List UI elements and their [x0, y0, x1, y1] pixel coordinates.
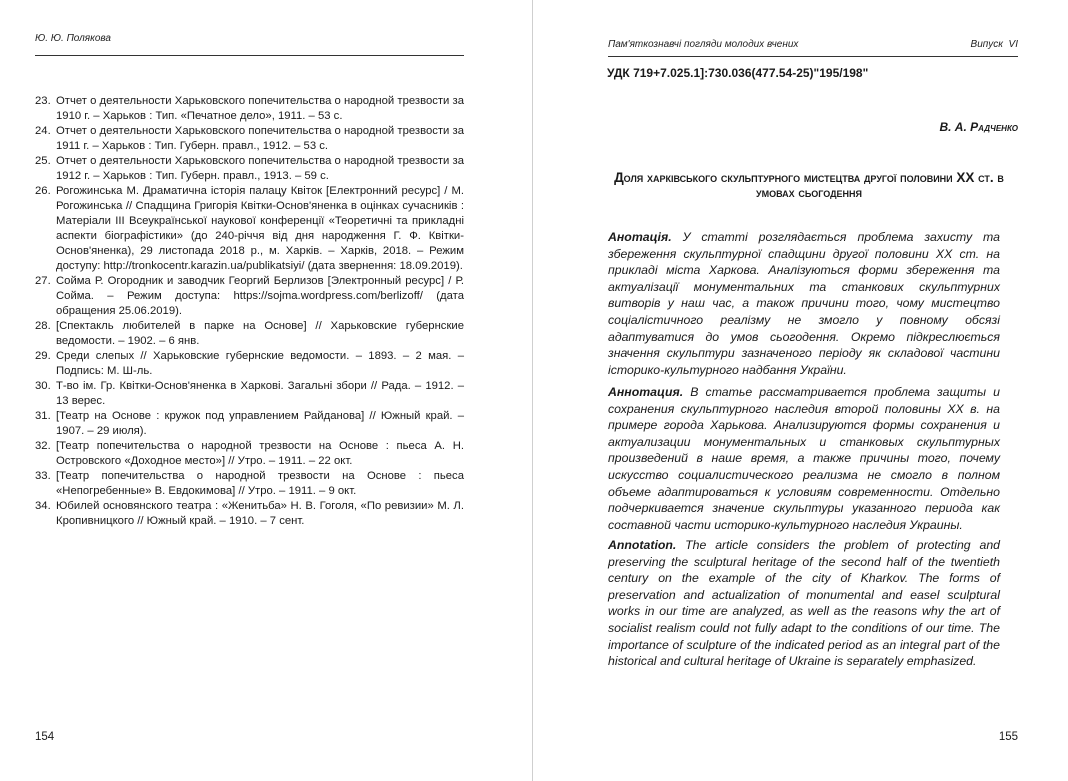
reference-text: [Театр на Основе : кружок под управлением Райданова] // Южный край. – 1907. – 29 июля).	[56, 410, 464, 437]
reference-number: 27.	[35, 275, 51, 287]
reference-item	[35, 499, 464, 529]
reference-text: Сойма Р. Огородник и заводчик Георгий Берлизов [Электронный ресурс] / Р. Сойма. – Режим доступа: https://sojma.wordpress.com/berlizoff/ (дата обращения 25.06.2019).	[56, 275, 464, 317]
reference-number: 25.	[35, 155, 51, 167]
abstract-russian	[608, 384, 1000, 533]
reference-number: 30.	[35, 380, 51, 392]
reference-number: 26.	[35, 185, 51, 197]
reference-number: 33.	[35, 470, 51, 482]
left-page	[0, 0, 533, 781]
reference-text: Юбилей основянского театра : «Женитьба» Н. В. Гоголя, «По ревизии» М. Л. Кропивницкого // Южный край. – 1910. – 7 сент.	[56, 500, 464, 527]
reference-number: 31.	[35, 410, 51, 422]
udk-code: УДК 719+7.025.1]:730.036(477.54-25)"195/198"	[607, 66, 869, 80]
reference-item	[35, 184, 464, 274]
reference-text: Отчет о деятельности Харьковского попечительства о народной трезвости за 1912 г. – Харьков : Тип. Губерн. правл., 1913. – 59 с.	[56, 155, 464, 182]
page-number: 154	[35, 731, 55, 743]
abstract-text: У статті розглядається проблема захисту та збереження скульптурної спадщини другої половини XX ст. на прикладі міста Харкова. Аналізуються форми збереження та актуалізації монументальних та станкових скульптурних витворів у наш час, а також причини того, чому мистецтво соціалістичного реалізму не змогло у повному обсязі адаптуватися до умов сьогодення. Окремо підкреслюється значення скульптури зазначеного періоду як складової частини історико-культурного надбання України.	[608, 230, 1000, 377]
reference-item	[35, 274, 464, 319]
abstract-text: The article considers the problem of protecting and preserving the sculptural heritage of the second half of the twentieth century on the example of the city of Kharkov. The forms of preservation and actualization of monumental and easel sculptural works in our time are analyzed, as well as the reasons why the art of socialist realism could not fully adapt to the conditions of our time. The importance of sculpture of the indicated period as an integral part of the historical and cultural heritage of Ukraine is separately emphasized.	[608, 538, 1000, 669]
abstract-label: Аннотация.	[608, 385, 684, 399]
running-head-journal: Пам'яткознавчі погляди молодих вчених	[608, 39, 799, 50]
header-rule	[608, 56, 1018, 57]
reference-item	[35, 409, 464, 439]
reference-number: 29.	[35, 350, 51, 362]
reference-text: Отчет о деятельности Харьковского попечительства о народной трезвости за 1910 г. – Харьков : Тип. «Печатное дело», 1911. – 53 с.	[56, 95, 464, 122]
abstract-label: Annotation.	[608, 538, 677, 552]
reference-item	[35, 439, 464, 469]
reference-text: Рогожинська М. Драматична історія палацу Квіток [Електронний ресурс] / М. Рогожинська // Спадщина Григорія Квітки-Основ'яненка в оцінках сучасників : Матеріали ІІІ Всеукраїнської наукової конференції «Теоретичні та прикладні аспекти біографістики» (до 240-річчя від дня народження Г. Ф. Квітки-Основ'яненка), 29 листопада 2018 р., м. Харків. – Харків, 2018. – Режим доступу: http://tronkocentr.karazin.ua/publikatsiyi/ (дата звернення: 18.09.2019).	[56, 185, 464, 272]
reference-text: [Театр попечительства о народной трезвости на Основе : пьеса А. Н. Островского «Доходное место»] // Утро. – 1911. – 22 окт.	[56, 440, 464, 467]
reference-item	[35, 94, 464, 124]
page-number: 155	[998, 731, 1018, 743]
reference-text: Т-во ім. Гр. Квітки-Основ'яненка в Харкові. Загальні збори // Рада. – 1912. – 13 верес.	[56, 380, 464, 407]
abstract-label: Анотація.	[608, 230, 672, 244]
reference-item	[35, 379, 464, 409]
abstract-text: В статье рассматривается проблема защиты и сохранения скульптурного наследия второй половины XX в. на примере города Харькова. Анализируются формы сохранения и актуализации монументальных и станковых скульптурных произведений в наше время, а также причины того, почему искусство социалистического реализма не смогло в полном объеме адаптироваться к условиям современности. Отдельно подчеркивается значение скульптуры указанного периода как составной части историко-культурного наследия Украины.	[608, 385, 1000, 532]
reference-text: Среди слепых // Харьковские губернские ведомости. – 1893. – 2 мая. – Подпись: М. Ш-ль.	[56, 350, 464, 377]
running-head-author: Ю. Ю. Полякова	[35, 33, 111, 44]
reference-text: [Спектакль любителей в парке на Основе] // Харьковские губернские ведомости. – 1902. – 6 янв.	[56, 320, 464, 347]
article-author: В. А. Радченко	[939, 120, 1018, 134]
reference-item	[35, 469, 464, 499]
reference-number: 28.	[35, 320, 51, 332]
reference-item	[35, 319, 464, 349]
abstract-ukrainian	[608, 229, 1000, 378]
reference-item	[35, 349, 464, 379]
right-page	[534, 0, 1068, 781]
reference-list	[35, 94, 464, 529]
reference-item	[35, 124, 464, 154]
reference-text: Отчет о деятельности Харьковского попечительства о народной трезвости за 1911 г. – Харьков : Тип. Губерн. правл., 1912. – 53 с.	[56, 125, 464, 152]
article-title: Доля харківського скульптурного мистецтва другої половини XX ст. в умовах сьогодення	[614, 170, 1004, 200]
reference-text: [Театр попечительства о народной трезвости на Основе : пьеса «Непогребенные» В. Евдокимова] // Утро. – 1911. – 9 окт.	[56, 470, 464, 497]
reference-number: 32.	[35, 440, 51, 452]
header-rule	[35, 55, 464, 56]
reference-number: 24.	[35, 125, 51, 137]
reference-item	[35, 154, 464, 184]
reference-number: 23.	[35, 95, 51, 107]
abstract-english	[608, 537, 1000, 670]
running-head-issue: Випуск VI	[970, 39, 1018, 50]
reference-number: 34.	[35, 500, 51, 512]
